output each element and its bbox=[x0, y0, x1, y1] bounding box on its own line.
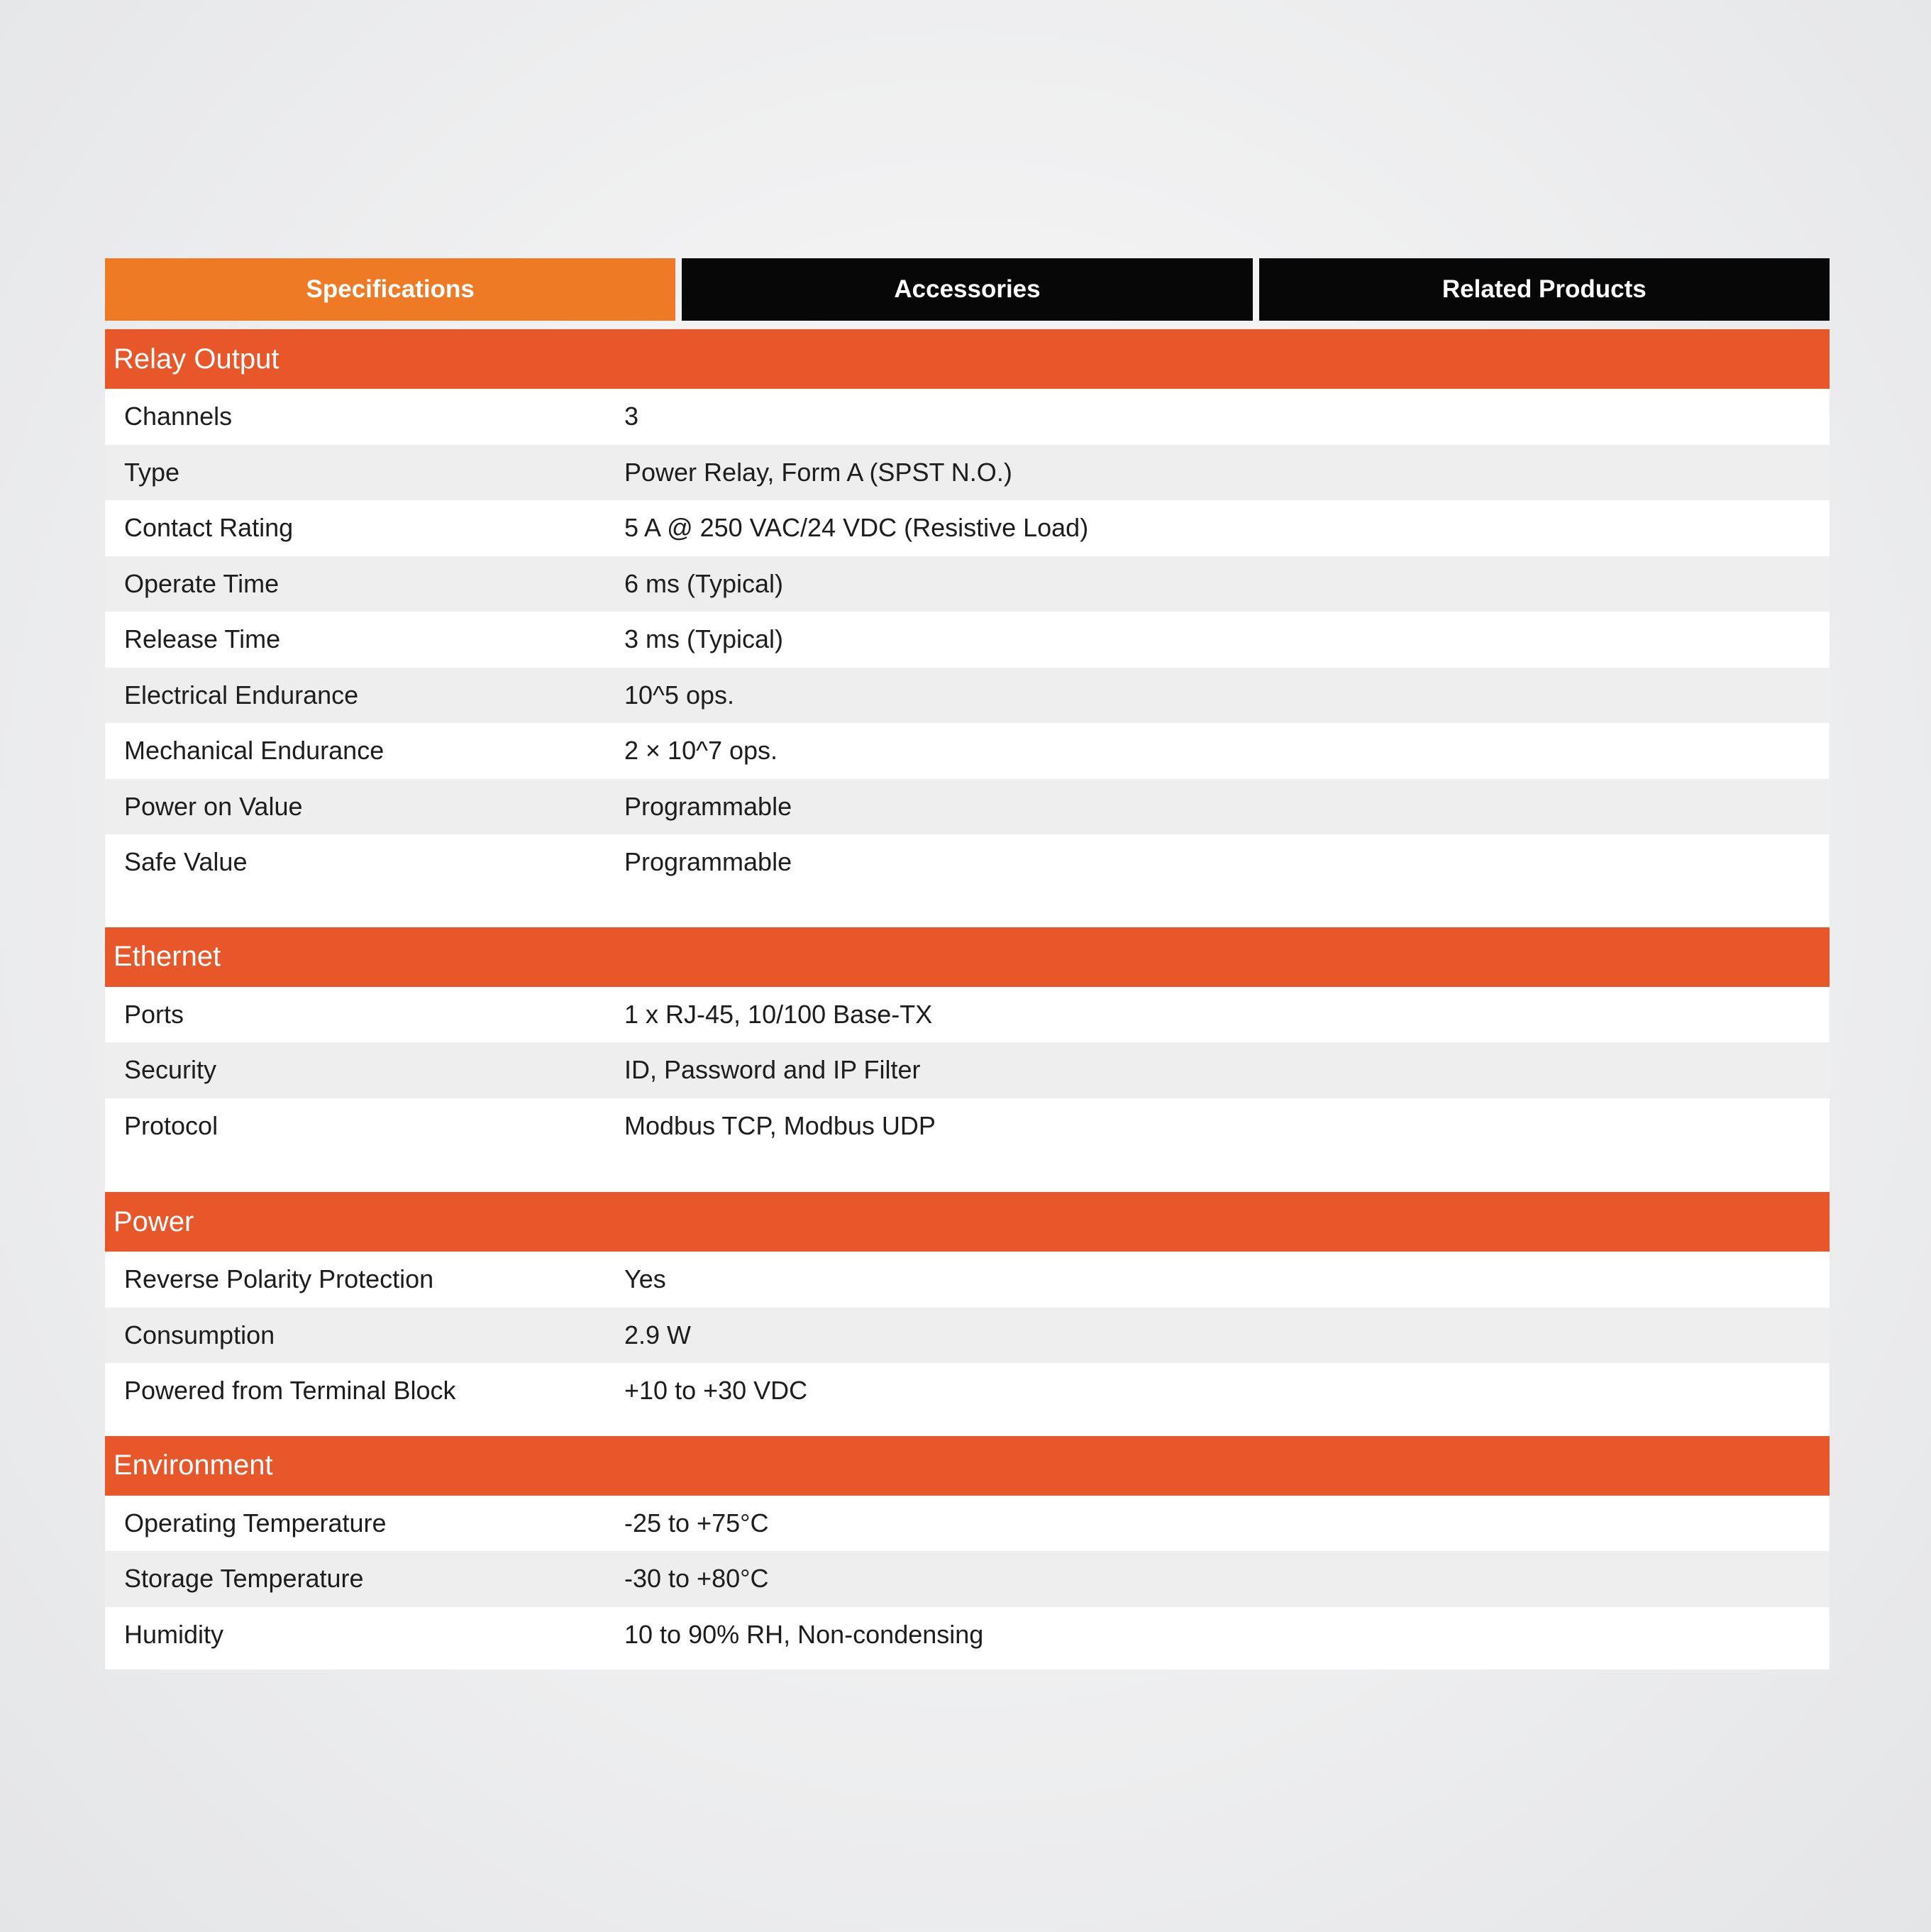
row-value: 2 × 10^7 ops. bbox=[624, 736, 778, 766]
row-value: -30 to +80°C bbox=[624, 1564, 769, 1594]
table-row bbox=[105, 723, 1830, 779]
row-value: ID, Password and IP Filter bbox=[624, 1055, 921, 1085]
table-row bbox=[105, 389, 1830, 445]
row-label: Protocol bbox=[124, 1110, 218, 1140]
row-value: 10^5 ops. bbox=[624, 680, 735, 710]
table-row bbox=[105, 556, 1830, 612]
row-label: Operating Temperature bbox=[124, 1508, 387, 1538]
table-row bbox=[105, 668, 1830, 724]
section-header-ethernet: Ethernet bbox=[105, 927, 1830, 987]
section-relay-output bbox=[105, 329, 1830, 927]
row-label: Humidity bbox=[124, 1619, 224, 1649]
row-label: Electrical Endurance bbox=[124, 680, 359, 710]
section-header-environment: Environment bbox=[105, 1436, 1830, 1496]
section-spacer bbox=[105, 1662, 1830, 1669]
row-value: +10 to +30 VDC bbox=[624, 1376, 808, 1406]
row-label: Reverse Polarity Protection bbox=[124, 1264, 434, 1294]
section-header-relay-output: Relay Output bbox=[105, 329, 1830, 389]
row-value: Modbus TCP, Modbus UDP bbox=[624, 1110, 936, 1140]
section-spacer bbox=[105, 1419, 1830, 1436]
row-value: Power Relay, Form A (SPST N.O.) bbox=[624, 457, 1012, 487]
section-ethernet bbox=[105, 927, 1830, 1193]
table-row bbox=[105, 612, 1830, 668]
tab-related-products[interactable]: Related Products bbox=[1259, 258, 1830, 321]
row-value: 5 A @ 250 VAC/24 VDC (Resistive Load) bbox=[624, 513, 1089, 543]
table-row bbox=[105, 1252, 1830, 1308]
row-label: Safe Value bbox=[124, 847, 248, 877]
row-label: Mechanical Endurance bbox=[124, 736, 384, 766]
table-row bbox=[105, 1607, 1830, 1663]
row-value: 3 ms (Typical) bbox=[624, 624, 784, 654]
row-value: 10 to 90% RH, Non-condensing bbox=[624, 1619, 984, 1649]
tab-accessories[interactable]: Accessories bbox=[682, 258, 1252, 321]
table-row bbox=[105, 834, 1830, 890]
row-label: Ports bbox=[124, 999, 184, 1029]
table-row bbox=[105, 1551, 1830, 1607]
row-label: Power on Value bbox=[124, 791, 303, 821]
table-row bbox=[105, 1098, 1830, 1154]
row-label: Consumption bbox=[124, 1320, 275, 1349]
table-row bbox=[105, 1496, 1830, 1552]
row-label: Security bbox=[124, 1055, 217, 1085]
section-environment bbox=[105, 1436, 1830, 1670]
row-value: 2.9 W bbox=[624, 1320, 692, 1349]
table-row bbox=[105, 779, 1830, 835]
row-label: Powered from Terminal Block bbox=[124, 1376, 456, 1406]
row-label: Contact Rating bbox=[124, 513, 294, 543]
row-value: Programmable bbox=[624, 791, 792, 821]
spec-panel bbox=[105, 258, 1830, 1669]
row-value: Programmable bbox=[624, 847, 792, 877]
tab-specifications[interactable]: Specifications bbox=[105, 258, 675, 321]
section-spacer bbox=[105, 890, 1830, 927]
table-row bbox=[105, 1042, 1830, 1098]
section-header-power: Power bbox=[105, 1192, 1830, 1252]
table-row bbox=[105, 500, 1830, 556]
row-label: Channels bbox=[124, 402, 233, 431]
row-value: Yes bbox=[624, 1264, 666, 1294]
section-power bbox=[105, 1192, 1830, 1436]
row-value: -25 to +75°C bbox=[624, 1508, 769, 1538]
row-value: 3 bbox=[624, 402, 639, 431]
row-label: Type bbox=[124, 457, 180, 487]
tab-bar bbox=[105, 258, 1830, 321]
table-row bbox=[105, 445, 1830, 501]
row-label: Operate Time bbox=[124, 568, 280, 598]
row-value: 6 ms (Typical) bbox=[624, 568, 784, 598]
table-row bbox=[105, 987, 1830, 1043]
table-row bbox=[105, 1308, 1830, 1364]
row-label: Storage Temperature bbox=[124, 1564, 364, 1594]
table-row bbox=[105, 1363, 1830, 1419]
row-label: Release Time bbox=[124, 624, 281, 654]
row-value: 1 x RJ-45, 10/100 Base-TX bbox=[624, 999, 933, 1029]
section-spacer bbox=[105, 1154, 1830, 1192]
